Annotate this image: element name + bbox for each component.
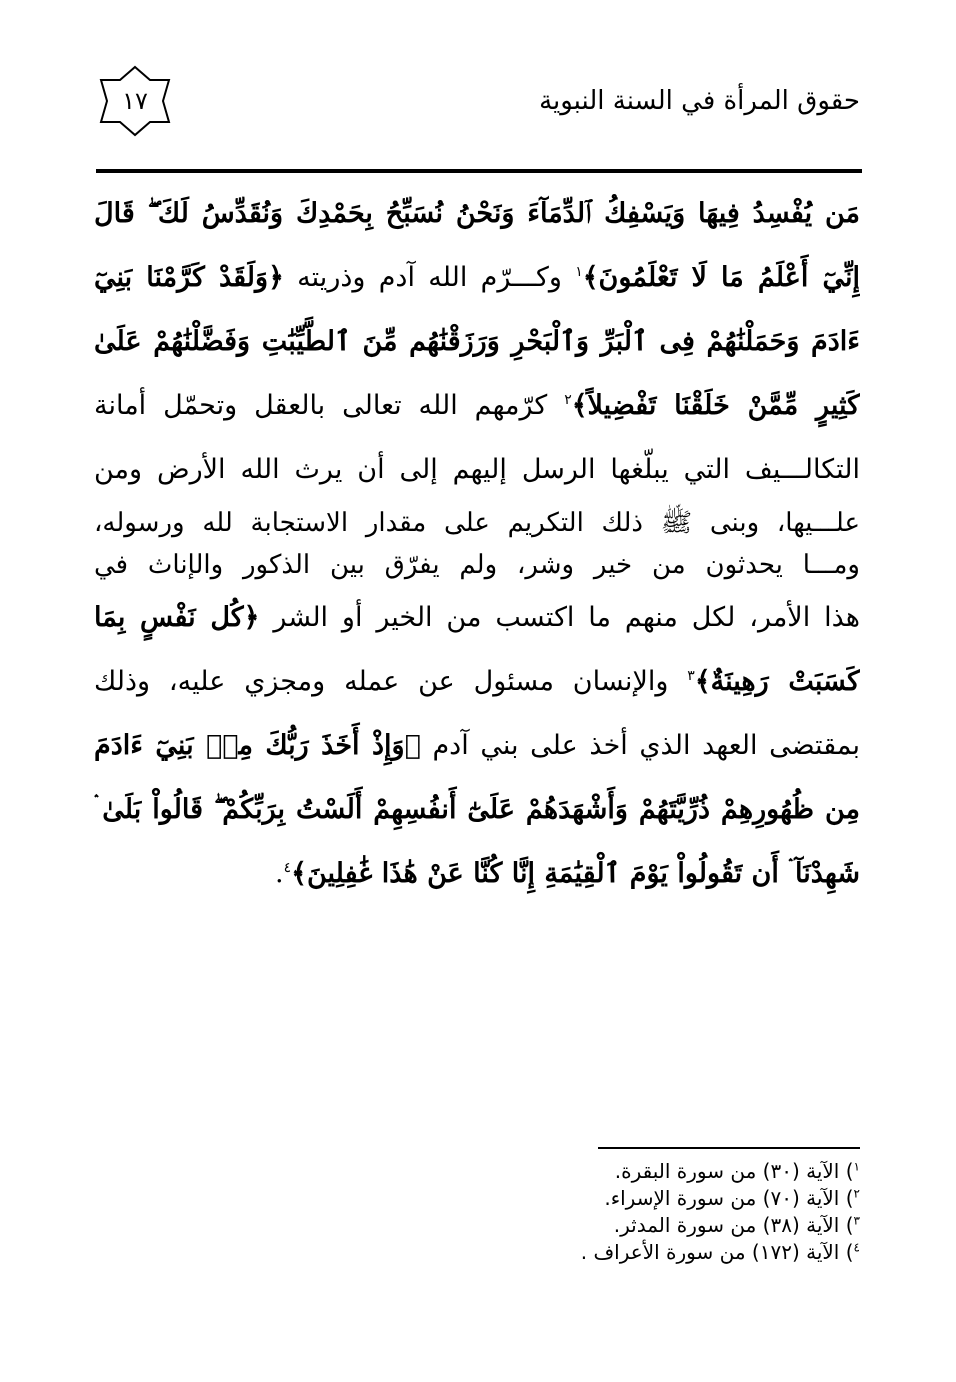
quran-verse: مَن يُفْسِدُ فِيهَا وَيَسْفِكُ ٱلدِّمَآءَ وَنَحْنُ نُسَبِّحُ بِحَمْدِكَ وَنُقَدِّسُ لَكَ ۖ قَالَ: [94, 198, 860, 229]
prose-text: علـــيها، وبنى ﷺ ذلك التكريم على مقدار الاستجابة لله ورسوله،: [94, 508, 860, 538]
prose-text: كرّمهم الله تعالى بالعقل وتحمّل أمانة: [94, 390, 565, 421]
page-number-badge: [94, 64, 176, 138]
text-line: [94, 650, 860, 714]
quran-verse: ءَادَمَ وَحَمَلْنَٰهُمْ فِى ٱلْبَرِّ وَٱلْبَحْرِ وَرَزَقْنَٰهُم مِّنَ ٱلطَّيِّبَٰتِ وَفَضَّلْنَٰهُمْ عَلَىٰ: [94, 326, 860, 357]
quran-verse: مِن ظُهُورِهِمْ ذُرِّيَّتَهُمْ وَأَشْهَدَهُمْ عَلَىٰٓ أَنفُسِهِمْ أَلَسْتُ بِرَبِّكُمْ ۖ قَالُواْ بَلَىٰ ۛ: [94, 794, 860, 825]
prose-text: بمقتضى العهد الذي أخذ على بني آدم: [420, 730, 860, 761]
text-line: [94, 438, 860, 502]
quran-verse: ﴿وَإِذْ أَخَذَ رَبُّكَ مِنۢ بَنِيٓ ءَادَمَ: [94, 730, 421, 761]
footnote-reference: ١: [575, 264, 583, 280]
quran-verse: شَهِدْنَآ ۛ أَن تَقُولُواْ يَوْمَ ٱلْقِيَٰمَةِ إِنَّا كُنَّا عَنْ هَٰذَا غَٰفِلِينَ﴾: [291, 858, 860, 889]
running-title: حقوق المرأة في السنة النبوية: [539, 86, 860, 116]
footnote-rule: [598, 1147, 860, 1149]
body-text: [94, 182, 860, 906]
footnote-reference: ٤: [283, 860, 292, 876]
text-line: [94, 544, 860, 586]
quran-verse: ﴿كُل نَفْسٍ بِمَا: [94, 602, 260, 633]
footnote-text: الآية (٧٠) من سورة الإسراء.: [604, 1186, 846, 1210]
text-line: [94, 310, 860, 374]
footnote: $^٤$) الآية (١٧٢) من سورة الأعراف .: [580, 1240, 860, 1264]
prose-text: والإنسان مسئول عن عمله ومجزي عليه، وذلك: [94, 666, 688, 697]
footnote: $^٣$) الآية (٣٨) من سورة المدثر.: [613, 1213, 860, 1237]
footnotes: [460, 1158, 860, 1266]
footnote-reference: ٣: [687, 668, 695, 684]
footnote-number: ٢: [853, 1186, 860, 1201]
footnote-text: الآية (٣٨) من سورة المدثر.: [613, 1213, 846, 1237]
prose-text: .: [275, 858, 284, 889]
text-line: [94, 842, 860, 906]
prose-text: وكـــرّم الله آدم وذريته: [283, 262, 576, 293]
footnote-reference: ٢: [564, 392, 572, 408]
footnote-number: ١: [853, 1159, 860, 1174]
prose-text: هذا الأمر، لكل منهم ما اكتسب من الخير أو الشر: [259, 602, 860, 633]
text-line: [94, 778, 860, 842]
footnote-number: ٣: [853, 1213, 860, 1228]
footnote: $^٢$) الآية (٧٠) من سورة الإسراء.: [604, 1186, 860, 1210]
page-header: [90, 62, 866, 162]
footnote-number: ٤: [853, 1240, 860, 1255]
header-rule: [96, 169, 862, 173]
quran-verse: إِنِّيٓ أَعْلَمُ مَا لَا تَعْلَمُونَ﴾: [582, 262, 860, 293]
quran-verse: كَسَبَتْ رَهِينَةٌ﴾: [694, 666, 860, 697]
prose-text: ومـــا يحدثون من خير وشر، ولم يفرّق بين الذكور والإناث في: [94, 550, 860, 580]
page-number: ١٧: [122, 87, 148, 115]
text-line: [94, 246, 860, 310]
text-line: [94, 586, 860, 650]
text-line: [94, 182, 860, 246]
footnote: $^١$) الآية (٣٠) من سورة البقرة.: [614, 1159, 860, 1183]
quran-verse: ﴿وَلَقَدْ كَرَّمْنَا بَنِيٓ: [94, 262, 284, 293]
text-line: [94, 714, 860, 778]
footnote-text: الآية (١٧٢) من سورة الأعراف .: [580, 1240, 846, 1264]
prose-text: التكالـــيف التي يبلّغها الرسل إليهم إلى أن يرث الله الأرض ومن: [94, 454, 860, 485]
text-line: [94, 502, 860, 544]
quran-verse: كَثِيرٍ مِّمَّنْ خَلَقْنَا تَفْضِيلاً﴾: [571, 390, 860, 421]
footnote-text: الآية (٣٠) من سورة البقرة.: [614, 1159, 846, 1183]
text-line: [94, 374, 860, 438]
